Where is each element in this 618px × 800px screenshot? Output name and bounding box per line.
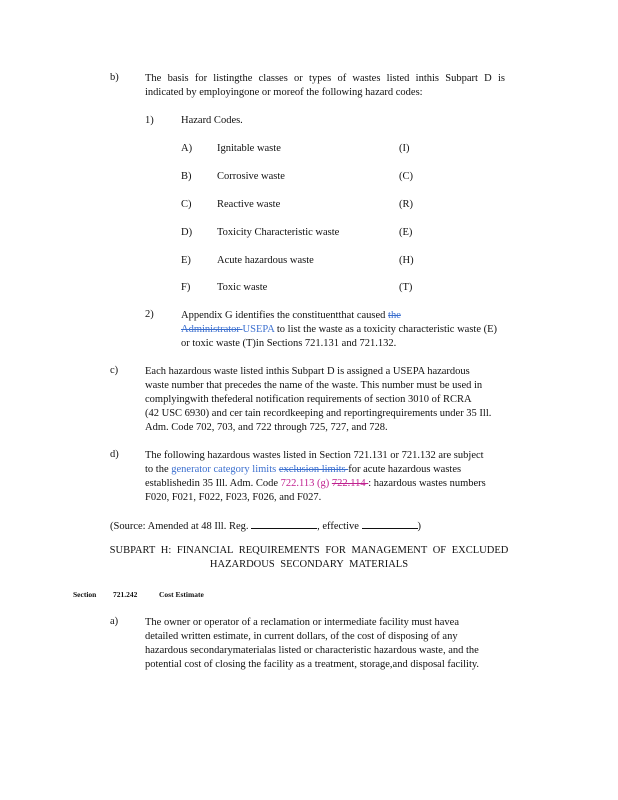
item-1-label: 1) bbox=[145, 115, 154, 126]
hazard-code-letter: E) bbox=[181, 255, 191, 266]
hazard-code-letter: B) bbox=[181, 171, 192, 182]
hazard-code-symbol: (E) bbox=[399, 227, 413, 238]
paragraph-a-line: hazardous secondarymaterialas listed or characteristic hazardous waste, and the bbox=[145, 645, 479, 656]
paragraph-c-line: Adm. Code 702, 703, and 722 through 725, 727, and 728. bbox=[145, 422, 388, 433]
paragraph-d-label: d) bbox=[110, 449, 119, 460]
inserted-text: USEPA bbox=[242, 324, 275, 335]
section-title: Cost Estimate bbox=[159, 590, 204, 599]
paragraph-c-line: waste number that precedes the name of the waste. This number must be used in bbox=[145, 380, 483, 391]
source-prefix: (Source: Amended at 48 Ill. Reg. bbox=[110, 521, 249, 532]
deleted-text: the bbox=[388, 310, 401, 321]
subpart-heading-line-1: SUBPART H: FINANCIAL REQUIREMENTS FOR MANAGEMENT OF EXCLUDED bbox=[109, 545, 509, 556]
inserted-text: generator category limits bbox=[171, 464, 279, 475]
source-note bbox=[110, 519, 421, 532]
source-mid: , effective bbox=[317, 521, 359, 532]
paragraph-d-line-4: F020, F021, F022, F023, F026, and F027. bbox=[145, 492, 322, 503]
paragraph-a-line: detailed written estimate, in current dollars, of the cost of disposing of any bbox=[145, 631, 458, 642]
paragraph-d-text-part: to the bbox=[145, 464, 172, 475]
hazard-code-name: Acute hazardous waste bbox=[217, 255, 314, 266]
section-label: Section bbox=[73, 590, 97, 599]
paragraph-c-line: complyingwith thefederal notification requirements of section 3010 of RCRA bbox=[145, 394, 472, 405]
hazard-code-letter: C) bbox=[181, 199, 192, 210]
item-2-text-line-3: or toxic waste (T)in Sections 721.131 and 721.132. bbox=[181, 338, 397, 349]
paragraph-d-text-part: establishedin 35 Ill. Adm. Code bbox=[145, 478, 281, 489]
hazard-code-name: Ignitable waste bbox=[217, 143, 281, 154]
paragraph-b-line-1: The basis for listingthe classes or types of wastes listed inthis Subpart D is bbox=[145, 73, 505, 84]
item-1-text: Hazard Codes. bbox=[181, 115, 243, 126]
deleted-text: Administrator bbox=[181, 324, 243, 335]
hazard-code-name: Toxic waste bbox=[217, 282, 268, 293]
hazard-code-name: Reactive waste bbox=[217, 199, 281, 210]
paragraph-d-line-1: The following hazardous wastes listed in Section 721.131 or 721.132 are subject bbox=[145, 450, 484, 461]
paragraph-c-line: Each hazardous waste listed inthis Subpart D is assigned a USEPA hazardous bbox=[145, 366, 470, 377]
paragraph-a-label: a) bbox=[110, 616, 119, 627]
paragraph-b-label: b) bbox=[110, 72, 119, 83]
hazard-code-name: Toxicity Characteristic waste bbox=[217, 227, 340, 238]
item-2-label: 2) bbox=[145, 309, 154, 320]
section-number: 721.242 bbox=[113, 590, 138, 599]
hazard-code-letter: A) bbox=[181, 143, 193, 154]
paragraph-b-text bbox=[145, 72, 505, 100]
subpart-heading-line-2: HAZARDOUS SECONDARY MATERIALS bbox=[209, 559, 409, 570]
item-2-text-part: to list the waste as a toxicity characteristic waste (E) bbox=[274, 324, 498, 335]
hazard-code-symbol: (H) bbox=[399, 255, 414, 266]
hazard-code-letter: D) bbox=[181, 227, 193, 238]
item-2-text bbox=[181, 309, 541, 351]
register-page-blank bbox=[251, 519, 317, 529]
paragraph-a-line: The owner or operator of a reclamation or intermediate facility must havea bbox=[145, 617, 459, 628]
paragraph-b-line-2: indicated by employingone or moreof the following hazard codes: bbox=[145, 87, 423, 98]
source-suffix: ) bbox=[417, 521, 422, 532]
item-2-text-part: Appendix G identifies the constituentthat caused bbox=[181, 310, 389, 321]
paragraph-a-line: potential cost of closing the facility as a treatment, storage,and disposal facility. bbox=[145, 659, 480, 670]
inserted-text: 722.113 (g) bbox=[280, 478, 332, 489]
hazard-code-symbol: (I) bbox=[399, 143, 410, 154]
hazard-code-name: Corrosive waste bbox=[217, 171, 285, 182]
deleted-text: exclusion limits bbox=[278, 464, 349, 475]
paragraph-c-line: (42 USC 6930) and cer tain recordkeeping and reportingrequirements under 35 Ill. bbox=[145, 408, 492, 419]
paragraph-d-text-part: : hazardous wastes numbers bbox=[368, 478, 486, 489]
paragraph-c-label: c) bbox=[110, 365, 119, 376]
deleted-text: 722.114 bbox=[331, 478, 369, 489]
hazard-code-symbol: (C) bbox=[399, 171, 413, 182]
paragraph-d-text bbox=[145, 449, 535, 505]
hazard-code-symbol: (T) bbox=[399, 282, 413, 293]
paragraph-a-text bbox=[145, 616, 530, 672]
hazard-code-symbol: (R) bbox=[399, 199, 413, 210]
paragraph-d-text-part: for acute hazardous wastes bbox=[348, 464, 462, 475]
effective-date-blank bbox=[362, 519, 418, 529]
hazard-code-letter: F) bbox=[181, 282, 191, 293]
paragraph-c-text bbox=[145, 365, 535, 435]
